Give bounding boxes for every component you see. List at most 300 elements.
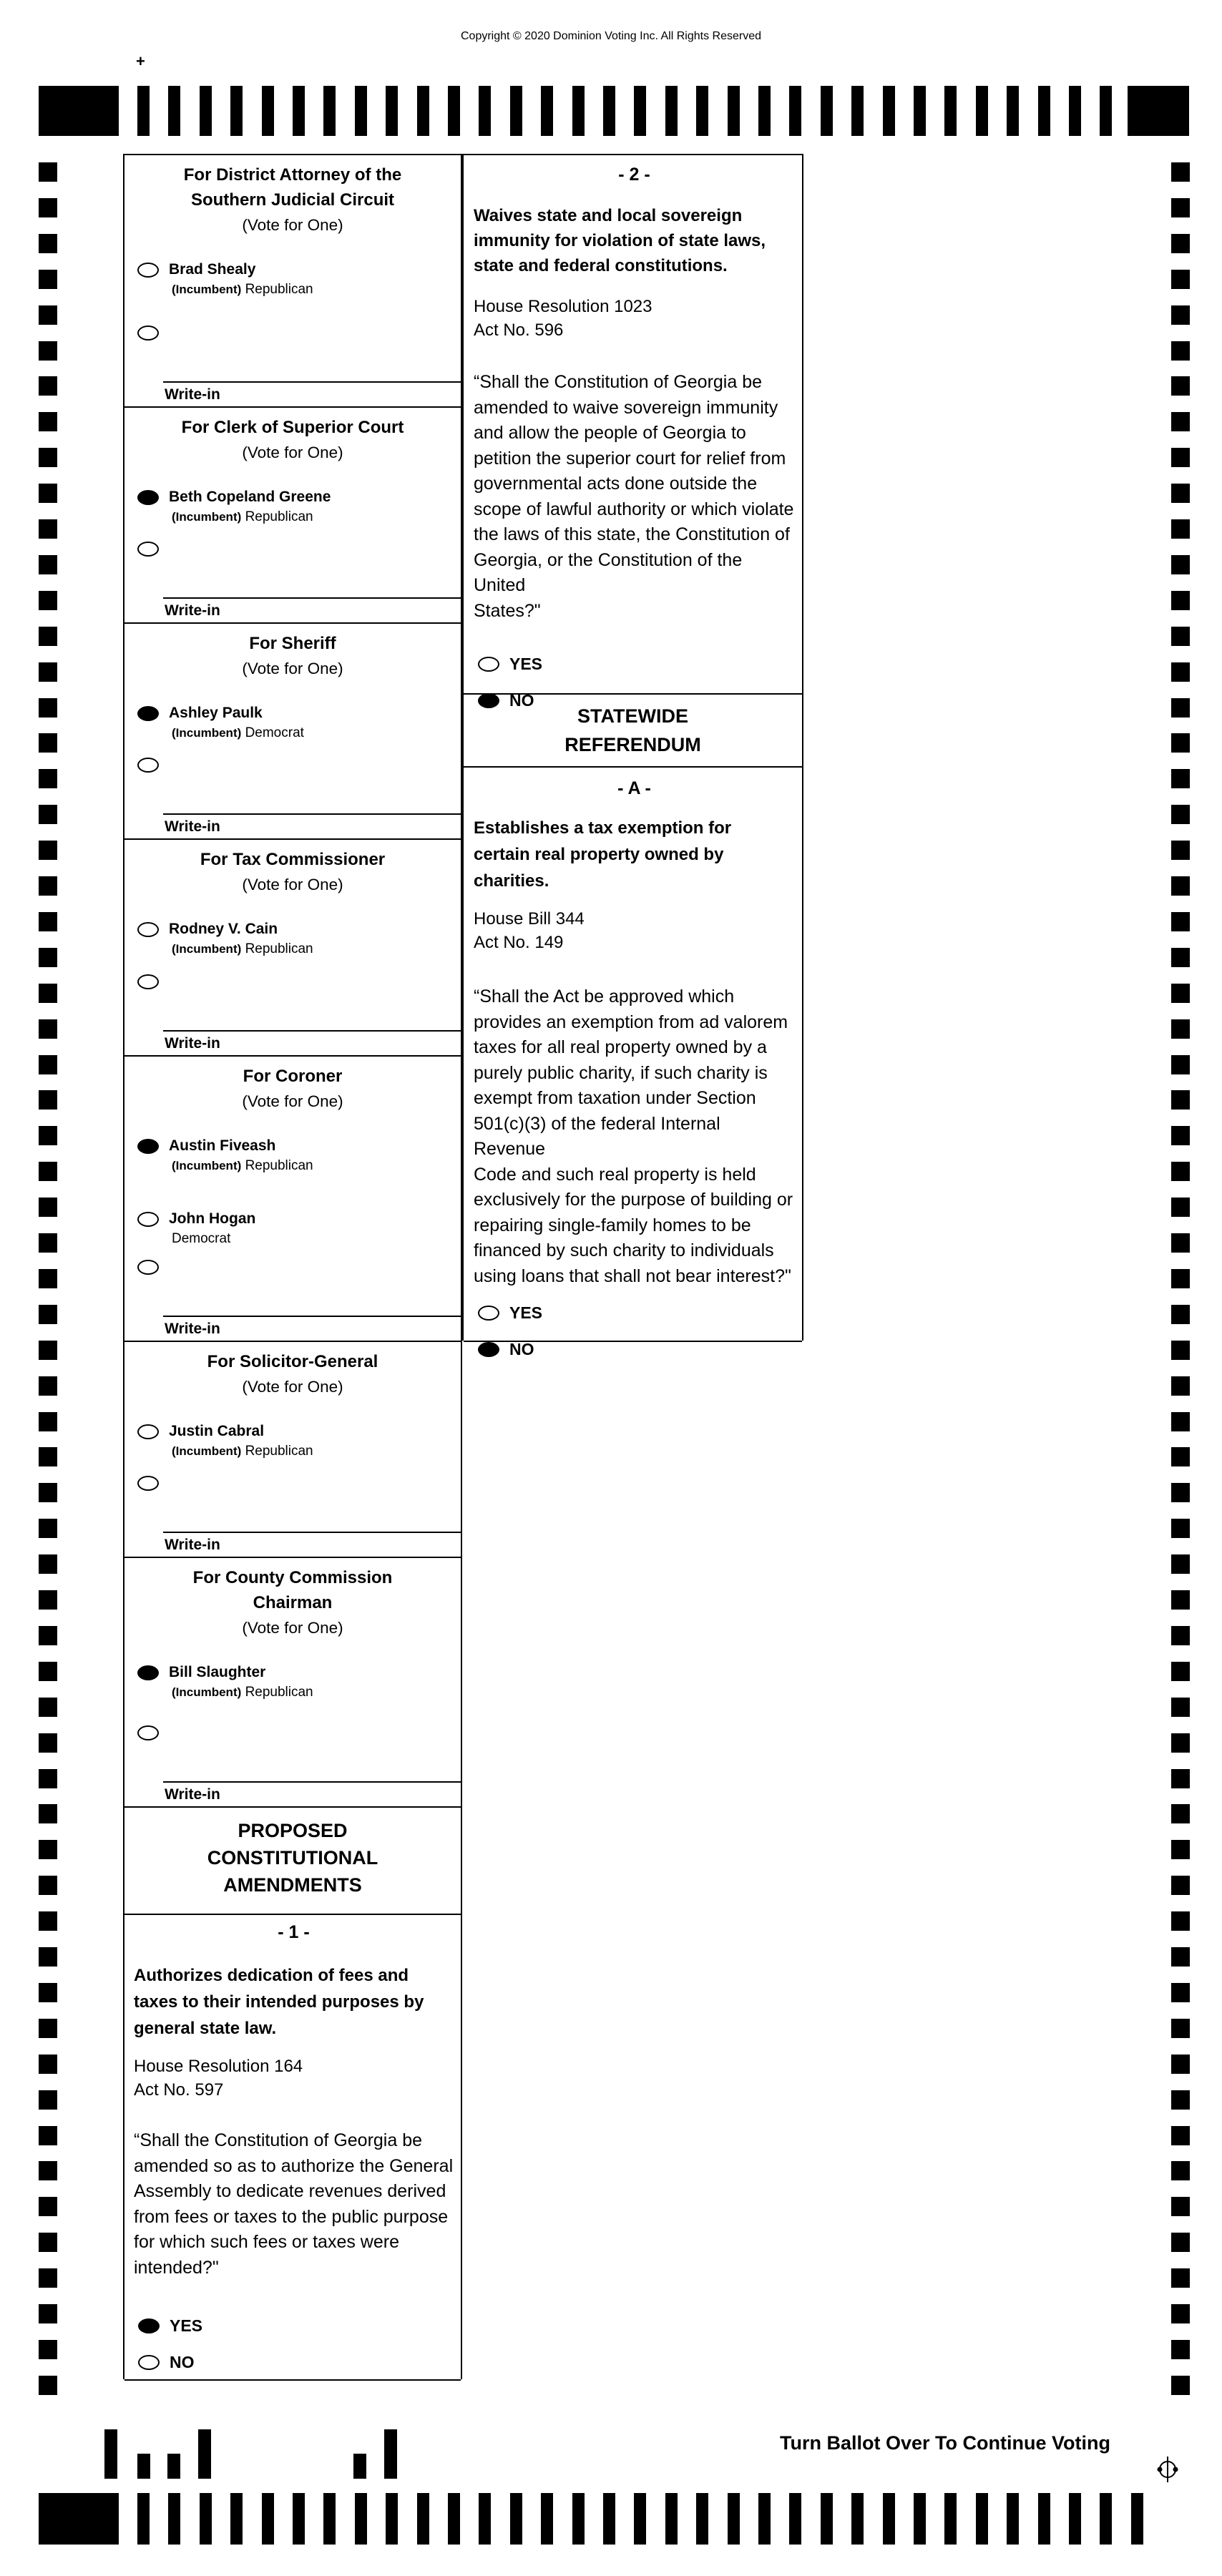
write-in-label: Write-in xyxy=(165,1321,220,1337)
side-timing-mark xyxy=(39,1698,57,1717)
amendments-header xyxy=(124,1808,461,1915)
timing-bar xyxy=(883,86,895,136)
write-in-option[interactable] xyxy=(124,320,461,406)
timing-bar xyxy=(572,2493,585,2545)
timing-block xyxy=(39,86,119,136)
side-timing-mark xyxy=(39,591,57,610)
contest-title: For Sheriff xyxy=(249,634,336,653)
side-timing-mark xyxy=(39,2126,57,2145)
side-timing-mark xyxy=(1171,662,1190,682)
side-timing-mark xyxy=(39,2090,57,2110)
candidate-party-line xyxy=(169,1442,313,1461)
candidate-name: Justin Cabral xyxy=(169,1423,265,1439)
candidate-name: John Hogan xyxy=(169,1210,256,1227)
option-label: YES xyxy=(509,1303,543,1322)
side-timing-mark xyxy=(1171,1662,1190,1681)
side-timing-mark xyxy=(1171,555,1190,574)
option-label: NO xyxy=(509,690,534,710)
side-timing-mark xyxy=(39,412,57,431)
side-timing-mark xyxy=(1171,876,1190,896)
party-label: Democrat xyxy=(172,1231,231,1246)
timing-block xyxy=(1128,86,1189,136)
side-timing-mark xyxy=(39,1947,57,1967)
timing-bar xyxy=(758,2493,771,2545)
side-timing-mark xyxy=(39,1090,57,1110)
filled-oval-icon[interactable] xyxy=(138,2318,160,2333)
side-timing-mark xyxy=(1171,162,1190,182)
side-timing-mark xyxy=(1171,591,1190,610)
empty-oval-icon[interactable] xyxy=(137,758,159,773)
timing-bar xyxy=(944,2493,957,2545)
measure-question: “Shall the Act be approved which provides an exemption from ad valorem taxes for all real property owned by a purely public charity, if such charity is exempt from taxation under Section 501(c)(3) of the federal Internal Revenue Code and such real property is held exclusively for the purpose of building or repairing single-family homes to be financed by such charity to individuals using loans that shall not bear interest?" xyxy=(474,986,793,1286)
side-timing-mark xyxy=(39,2233,57,2252)
side-timing-mark xyxy=(1171,1804,1190,1823)
timing-bar xyxy=(200,2493,212,2545)
write-in-label: Write-in xyxy=(165,1035,220,1052)
side-timing-mark xyxy=(1171,984,1190,1003)
timing-bar xyxy=(1069,2493,1081,2545)
candidate-name: Bill Slaughter xyxy=(169,1664,266,1680)
amendments-header-title: PROPOSED CONSTITUTIONAL AMENDMENTS xyxy=(207,1820,378,1896)
measure-options xyxy=(474,1298,795,1363)
timing-bar xyxy=(976,86,988,136)
candidate-option[interactable] xyxy=(124,919,461,959)
side-timing-mark xyxy=(1171,2233,1190,2252)
write-in-oval-row[interactable] xyxy=(124,1255,461,1276)
measure-number: - 2 - xyxy=(618,165,650,185)
side-timing-mark xyxy=(1171,270,1190,289)
side-timing-mark xyxy=(1171,627,1190,646)
side-timing-mark xyxy=(1171,1519,1190,1538)
side-timing-mark xyxy=(1171,1376,1190,1396)
filled-oval-icon[interactable] xyxy=(137,706,159,721)
side-timing-mark xyxy=(39,1983,57,2002)
timing-bar xyxy=(1069,86,1081,136)
write-in-label: Write-in xyxy=(165,1537,220,1553)
contest-title: For County Commission Chairman xyxy=(192,1568,393,1612)
side-timing-mark xyxy=(39,2055,57,2074)
side-timing-mark xyxy=(39,1769,57,1788)
side-timing-mark xyxy=(39,1519,57,1538)
write-in-label: Write-in xyxy=(165,602,220,619)
timing-bar xyxy=(262,2493,274,2545)
side-timing-mark xyxy=(39,2340,57,2359)
measure-number: - 1 - xyxy=(278,1922,310,1942)
ballot-style-code: 58 xyxy=(388,2447,398,2457)
code-bar xyxy=(104,2429,117,2479)
side-timing-mark xyxy=(1171,1840,1190,1859)
side-timing-mark xyxy=(39,662,57,682)
side-timing-mark xyxy=(39,1840,57,1859)
timing-bar xyxy=(603,2493,615,2545)
side-timing-mark xyxy=(1171,448,1190,467)
timing-bar xyxy=(262,86,274,136)
timing-bar xyxy=(417,86,429,136)
side-timing-mark xyxy=(1171,1590,1190,1610)
empty-oval-icon[interactable] xyxy=(138,2355,160,2370)
side-timing-mark xyxy=(1171,1983,1190,2002)
side-timing-mark xyxy=(1171,2376,1190,2395)
filled-oval-icon[interactable] xyxy=(137,490,159,505)
measure-summary: Waives state and local sovereign immunity for violation of state laws, state and federal constitutions. xyxy=(474,206,766,275)
incumbent-label: (Incumbent) xyxy=(172,1444,242,1458)
empty-oval-icon[interactable] xyxy=(137,1424,159,1439)
side-timing-mark xyxy=(1171,2304,1190,2323)
write-in-oval-row[interactable] xyxy=(124,969,461,991)
side-timing-mark xyxy=(39,1019,57,1039)
contest-title: For Solicitor-General xyxy=(207,1352,378,1371)
side-timing-mark xyxy=(1171,1876,1190,1895)
left-ballot-column xyxy=(123,154,462,2379)
empty-oval-icon[interactable] xyxy=(478,1306,499,1321)
incumbent-label: (Incumbent) xyxy=(172,1685,242,1699)
timing-bar xyxy=(1007,86,1019,136)
side-timing-mark xyxy=(1171,769,1190,788)
party-label: Republican xyxy=(245,509,313,524)
incumbent-label: (Incumbent) xyxy=(172,942,242,956)
right-ballot-column xyxy=(462,154,803,1358)
candidate-info xyxy=(169,702,304,743)
candidate-info xyxy=(169,919,313,959)
timing-bar xyxy=(448,86,460,136)
side-timing-mark xyxy=(39,1376,57,1396)
side-timing-mark xyxy=(39,2197,57,2216)
side-timing-mark xyxy=(39,198,57,217)
timing-bar xyxy=(976,2493,988,2545)
timing-bar xyxy=(230,86,243,136)
empty-oval-icon[interactable] xyxy=(137,974,159,989)
contest-7 xyxy=(124,1558,461,1808)
write-in-option[interactable] xyxy=(124,969,461,1055)
side-timing-mark xyxy=(39,2304,57,2323)
candidate-option[interactable] xyxy=(124,1662,461,1702)
timing-bar xyxy=(603,86,615,136)
option-yes[interactable] xyxy=(134,2311,454,2340)
side-timing-mark xyxy=(1171,519,1190,539)
side-timing-mark xyxy=(39,234,57,253)
timing-bar xyxy=(510,2493,522,2545)
side-timing-mark xyxy=(39,876,57,896)
code-bar xyxy=(137,2454,150,2479)
candidate-info xyxy=(169,486,331,527)
side-timing-mark xyxy=(39,1483,57,1502)
side-timing-mark xyxy=(39,270,57,289)
timing-bar xyxy=(944,86,957,136)
write-in-option[interactable] xyxy=(124,1255,461,1341)
side-timing-mark xyxy=(1171,948,1190,967)
timing-bar xyxy=(634,2493,646,2545)
side-timing-mark xyxy=(1171,1126,1190,1145)
side-timing-mark xyxy=(39,912,57,931)
write-in-oval-row[interactable] xyxy=(124,1471,461,1492)
side-timing-mark xyxy=(1171,1483,1190,1502)
side-timing-mark xyxy=(1171,1162,1190,1181)
candidate-option[interactable] xyxy=(124,259,461,299)
timing-bar xyxy=(914,2493,926,2545)
contest-title: For District Attorney of the Southern Judicial Circuit xyxy=(183,165,402,210)
side-timing-mark xyxy=(1171,2090,1190,2110)
side-timing-mark xyxy=(39,769,57,788)
measure-reference: House Bill 344 Act No. 149 xyxy=(474,909,585,952)
side-timing-mark xyxy=(1171,341,1190,361)
candidate-name: Rodney V. Cain xyxy=(169,921,278,937)
option-yes[interactable] xyxy=(474,1298,795,1327)
contest-3 xyxy=(124,624,461,840)
empty-oval-icon[interactable] xyxy=(478,657,499,672)
contest-6 xyxy=(124,1342,461,1558)
option-yes[interactable] xyxy=(474,650,795,678)
timing-bar xyxy=(137,2493,150,2545)
side-timing-mark xyxy=(1171,412,1190,431)
candidate-party-line xyxy=(169,508,331,527)
vote-for-instruction: (Vote for One) xyxy=(242,660,343,677)
timing-bar xyxy=(821,86,833,136)
side-timing-mark xyxy=(1171,1412,1190,1431)
write-in-oval-row[interactable] xyxy=(124,537,461,558)
contest-title: For Clerk of Superior Court xyxy=(181,418,404,437)
candidate-name: Austin Fiveash xyxy=(169,1137,276,1154)
side-timing-mark xyxy=(39,2376,57,2395)
contest-5 xyxy=(124,1057,461,1342)
side-timing-mark xyxy=(39,948,57,967)
code-bar xyxy=(353,2454,366,2479)
timing-bar xyxy=(230,2493,243,2545)
side-timing-mark xyxy=(39,1198,57,1217)
empty-oval-icon[interactable] xyxy=(137,542,159,557)
side-timing-mark xyxy=(1171,2019,1190,2038)
timing-bar xyxy=(789,86,801,136)
timing-bar xyxy=(1007,2493,1019,2545)
party-label: Republican xyxy=(245,1158,313,1173)
empty-oval-icon[interactable] xyxy=(137,325,159,341)
party-label: Democrat xyxy=(245,725,304,740)
incumbent-label: (Incumbent) xyxy=(172,726,242,740)
side-timing-mark xyxy=(39,484,57,503)
empty-oval-icon[interactable] xyxy=(137,922,159,937)
side-timing-mark xyxy=(1171,1341,1190,1360)
side-timing-mark xyxy=(39,2268,57,2288)
candidate-party-line xyxy=(169,1157,313,1175)
side-timing-mark xyxy=(39,698,57,718)
code-bar xyxy=(198,2429,211,2479)
timing-bar xyxy=(821,2493,833,2545)
empty-oval-icon[interactable] xyxy=(137,1260,159,1275)
vote-for-instruction: (Vote for One) xyxy=(242,1619,343,1637)
write-in-option[interactable] xyxy=(124,1471,461,1557)
referendum-a xyxy=(464,768,802,1358)
side-timing-mark xyxy=(1171,1733,1190,1753)
side-timing-mark xyxy=(1171,1269,1190,1288)
referendum-header-title: STATEWIDE REFERENDUM xyxy=(564,705,701,755)
write-in-oval-row[interactable] xyxy=(124,320,461,342)
side-timing-mark xyxy=(39,1233,57,1253)
timing-bar xyxy=(200,86,212,136)
measure-question: “Shall the Constitution of Georgia be amended to waive sovereign immunity and allow the people of Georgia to petition the superior court for relief from governmental acts done outside the scope of lawful authority or which violate the laws of this state, the Constitution of Georgia, or the Constitution of the United States?" xyxy=(474,372,794,621)
timing-bar xyxy=(168,86,180,136)
side-timing-mark xyxy=(39,805,57,824)
side-timing-mark xyxy=(39,1447,57,1466)
side-timing-mark xyxy=(1171,1698,1190,1717)
vote-for-instruction: (Vote for One) xyxy=(242,1378,343,1396)
measure-reference: House Resolution 164 Act No. 597 xyxy=(134,2057,303,2100)
side-timing-mark xyxy=(39,1269,57,1288)
timing-bar xyxy=(728,86,740,136)
timing-bar xyxy=(883,2493,895,2545)
filled-oval-icon[interactable] xyxy=(478,1342,499,1357)
side-timing-mark xyxy=(1171,1911,1190,1931)
timing-bar xyxy=(696,2493,708,2545)
measure-question: “Shall the Constitution of Georgia be amended so as to authorize the General Assembly to dedicate revenues derived from fees or taxes to the public purpose for which such fees or taxes were intended?" xyxy=(134,2130,454,2278)
side-timing-mark xyxy=(39,162,57,182)
measure-options xyxy=(134,2311,454,2376)
measure-number: - A - xyxy=(617,778,651,798)
side-timing-mark xyxy=(39,2019,57,2038)
contest-2 xyxy=(124,408,461,624)
timing-bar xyxy=(1038,2493,1050,2545)
side-timing-mark xyxy=(39,1126,57,1145)
candidate-option[interactable] xyxy=(124,1135,461,1175)
side-timing-mark xyxy=(1171,733,1190,753)
timing-bar xyxy=(696,86,708,136)
timing-bar xyxy=(634,86,646,136)
party-label: Republican xyxy=(245,282,313,297)
side-timing-mark xyxy=(1171,1198,1190,1217)
empty-oval-icon[interactable] xyxy=(137,1476,159,1491)
side-timing-mark xyxy=(1171,2197,1190,2216)
side-timing-mark xyxy=(1171,1769,1190,1788)
side-timing-mark xyxy=(1171,1090,1190,1110)
side-timing-mark xyxy=(1171,484,1190,503)
timing-bar xyxy=(355,86,367,136)
amendment-2 xyxy=(464,155,802,710)
write-in-oval-row[interactable] xyxy=(124,1720,461,1742)
vote-for-instruction: (Vote for One) xyxy=(242,876,343,893)
timing-bar xyxy=(758,86,771,136)
empty-oval-icon[interactable] xyxy=(137,1725,159,1740)
side-timing-mark xyxy=(1171,1055,1190,1074)
timing-bar xyxy=(386,2493,398,2545)
side-timing-mark xyxy=(39,1341,57,1360)
option-label: YES xyxy=(170,2316,203,2335)
timing-bar xyxy=(541,2493,553,2545)
registration-plus-mark: + xyxy=(136,52,145,70)
timing-bar xyxy=(417,2493,429,2545)
timing-bar xyxy=(665,86,678,136)
side-timing-mark xyxy=(1171,1554,1190,1574)
filled-oval-icon[interactable] xyxy=(137,1139,159,1154)
side-timing-mark xyxy=(39,1055,57,1074)
measure-reference: House Resolution 1023 Act No. 596 xyxy=(474,297,652,340)
turn-ballot-instruction: Turn Ballot Over To Continue Voting xyxy=(780,2432,1110,2454)
timing-bar xyxy=(789,2493,801,2545)
timing-bar xyxy=(541,86,553,136)
side-timing-mark xyxy=(1171,2055,1190,2074)
party-label: Republican xyxy=(245,1444,313,1459)
write-in-option[interactable] xyxy=(124,537,461,622)
candidate-info xyxy=(169,1208,255,1248)
option-no[interactable] xyxy=(474,1335,795,1363)
vote-for-instruction: (Vote for One) xyxy=(242,216,343,234)
side-timing-mark xyxy=(1171,376,1190,396)
side-timing-mark xyxy=(39,376,57,396)
write-in-label: Write-in xyxy=(165,386,220,403)
candidate-option[interactable] xyxy=(124,1421,461,1461)
contest-title: For Tax Commissioner xyxy=(200,850,386,869)
vote-for-instruction: (Vote for One) xyxy=(242,444,343,461)
candidate-name: Ashley Paulk xyxy=(169,705,263,721)
timing-bar xyxy=(510,86,522,136)
candidate-option[interactable] xyxy=(124,702,461,743)
side-timing-mark xyxy=(39,448,57,467)
candidate-option[interactable] xyxy=(124,1208,461,1248)
candidate-party-line xyxy=(169,1683,313,1702)
copyright-notice: Copyright © 2020 Dominion Voting Inc. All Rights Reserved xyxy=(460,30,761,42)
incumbent-label: (Incumbent) xyxy=(172,510,242,524)
candidate-party-line xyxy=(169,1230,255,1248)
candidate-option[interactable] xyxy=(124,486,461,527)
side-timing-mark xyxy=(1171,305,1190,325)
option-label: YES xyxy=(509,654,543,673)
side-timing-mark xyxy=(1171,698,1190,718)
side-timing-mark xyxy=(39,1412,57,1431)
timing-block xyxy=(39,2493,119,2545)
candidate-info xyxy=(169,1135,313,1175)
write-in-oval-row[interactable] xyxy=(124,753,461,774)
empty-oval-icon[interactable] xyxy=(137,263,159,278)
side-timing-mark xyxy=(39,1590,57,1610)
vote-for-instruction: (Vote for One) xyxy=(242,1092,343,1110)
timing-bar xyxy=(665,2493,678,2545)
side-timing-mark xyxy=(39,305,57,325)
empty-oval-icon[interactable] xyxy=(137,1212,159,1227)
option-no[interactable] xyxy=(134,2348,454,2376)
write-in-label: Write-in xyxy=(165,1786,220,1803)
side-timing-mark xyxy=(1171,234,1190,253)
candidate-party-line xyxy=(169,940,313,959)
timing-bar xyxy=(1100,2493,1112,2545)
side-timing-mark xyxy=(1171,198,1190,217)
candidate-party-line xyxy=(169,280,313,299)
timing-bar xyxy=(386,86,398,136)
side-timing-mark xyxy=(39,519,57,539)
measure-summary: Authorizes dedication of fees and taxes to their intended purposes by general state law. xyxy=(134,1966,424,2038)
timing-bar xyxy=(355,2493,367,2545)
side-timing-mark xyxy=(39,1911,57,1931)
timing-bar xyxy=(448,2493,460,2545)
side-timing-mark xyxy=(39,1662,57,1681)
timing-bar xyxy=(323,2493,336,2545)
timing-bar xyxy=(851,86,864,136)
filled-oval-icon[interactable] xyxy=(137,1665,159,1680)
timing-bar xyxy=(168,2493,180,2545)
timing-bar xyxy=(479,2493,491,2545)
side-timing-mark xyxy=(1171,841,1190,860)
timing-bar xyxy=(1131,2493,1143,2545)
write-in-option[interactable] xyxy=(124,1720,461,1806)
side-timing-mark xyxy=(1171,1947,1190,1967)
timing-bar xyxy=(1038,86,1050,136)
candidate-info xyxy=(169,1662,313,1702)
side-timing-mark xyxy=(1171,1626,1190,1645)
timing-bar xyxy=(479,86,491,136)
side-timing-mark xyxy=(1171,2340,1190,2359)
candidate-party-line xyxy=(169,724,304,743)
timing-bar xyxy=(1100,86,1112,136)
registration-target-icon xyxy=(1153,2455,1182,2484)
side-timing-mark xyxy=(39,1626,57,1645)
side-timing-mark xyxy=(39,1876,57,1895)
write-in-option[interactable] xyxy=(124,753,461,838)
